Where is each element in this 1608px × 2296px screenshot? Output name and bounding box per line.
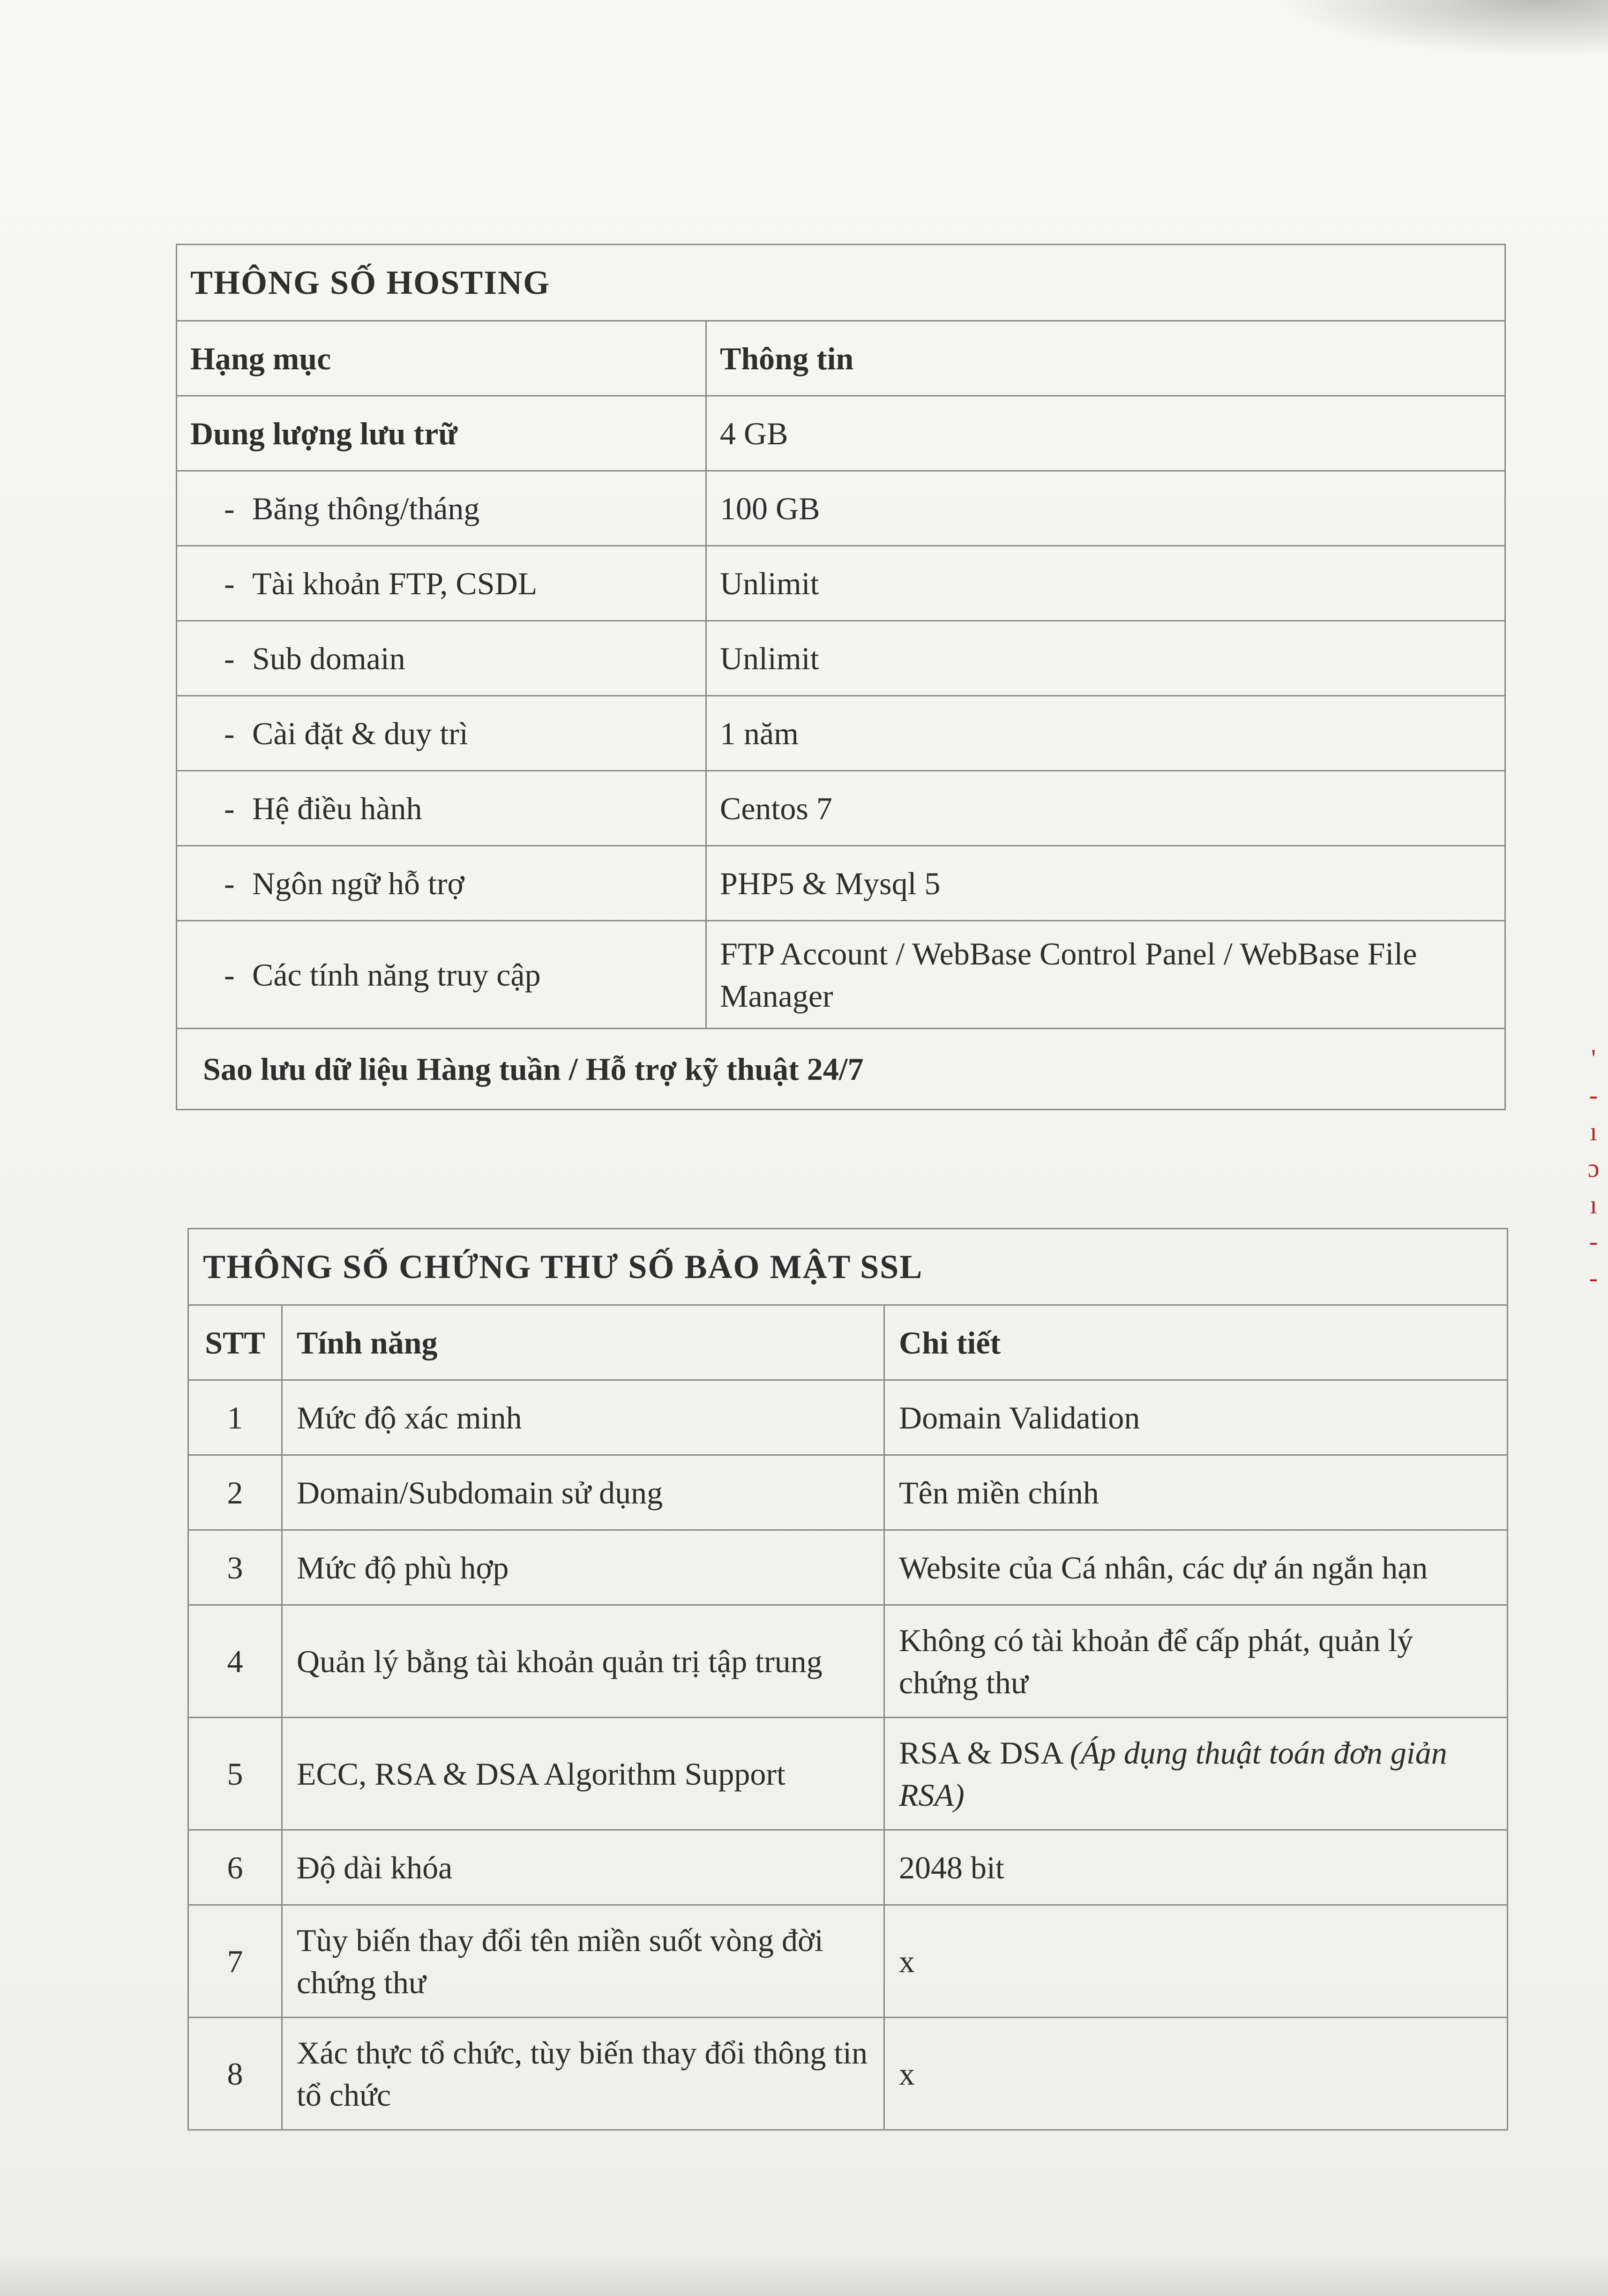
backup-support-note: Sao lưu dữ liệu Hàng tuần / Hỗ trợ kỹ thuật 24/7 [177, 1029, 1505, 1110]
detail-cell: Không có tài khoản để cấp phát, quản lý chứng thư [884, 1605, 1508, 1718]
row-number: 3 [188, 1530, 282, 1605]
row-number: 6 [188, 1830, 282, 1905]
bullet-dash: - [224, 715, 235, 751]
bullet-dash: - [224, 790, 235, 826]
subdomain-label: Sub domain [252, 640, 405, 676]
table-row [188, 1380, 1508, 1455]
feature-cell: Domain/Subdomain sử dụng [282, 1455, 884, 1530]
hosting-row [177, 846, 1505, 921]
storage-label: Dung lượng lưu trữ [177, 396, 706, 471]
ssl-header-feature: Tính năng [282, 1305, 884, 1380]
detail-main: RSA & DSA [899, 1735, 1062, 1771]
hosting-row [177, 921, 1505, 1029]
bullet-dash: - [224, 957, 235, 993]
ssl-header-stt: STT [188, 1305, 282, 1380]
detail-cell: x [884, 2018, 1508, 2130]
row-number: 5 [188, 1718, 282, 1830]
subdomain-value: Unlimit [706, 621, 1505, 696]
detail-note: (Áp dụng thuật toán đơn giản RSA) [899, 1735, 1447, 1813]
ssl-specs-table [187, 1228, 1508, 2131]
detail-cell: Tên miền chính [884, 1455, 1508, 1530]
detail-cell: Domain Validation [884, 1380, 1508, 1455]
feature-cell: Xác thực tổ chức, tùy biến thay đổi thông tin tổ chức [282, 2018, 884, 2130]
detail-cell: 2048 bit [884, 1830, 1508, 1905]
access-features-value: FTP Account / WebBase Control Panel / WebBase File Manager [706, 921, 1505, 1029]
feature-cell: Độ dài khóa [282, 1830, 884, 1905]
bullet-dash: - [224, 640, 235, 676]
photo-shadow [1280, 0, 1608, 56]
table-row [188, 1605, 1508, 1718]
access-features-label: Các tính năng truy cập [252, 957, 541, 993]
storage-value: 4 GB [706, 396, 1505, 471]
ftp-db-accounts-label: Tài khoản FTP, CSDL [252, 565, 538, 601]
hosting-specs-table [176, 244, 1506, 1110]
hosting-row [177, 771, 1505, 846]
row-number: 4 [188, 1605, 282, 1718]
row-number: 8 [188, 2018, 282, 2130]
table-row [188, 1530, 1508, 1605]
bullet-dash: - [224, 490, 235, 526]
feature-cell: Tùy biến thay đổi tên miền suốt vòng đời chứng thư [282, 1905, 884, 2018]
bullet-dash: - [224, 865, 235, 901]
os-label: Hệ điều hành [252, 790, 422, 826]
ftp-db-accounts-value: Unlimit [706, 546, 1505, 621]
feature-cell: Quản lý bằng tài khoản quản trị tập trung [282, 1605, 884, 1718]
table-row [188, 2018, 1508, 2130]
setup-maintenance-label: Cài đặt & duy trì [252, 715, 468, 751]
red-stamp-edge: ' - ı ɔ ı - - [1587, 1044, 1600, 1293]
row-number: 2 [188, 1455, 282, 1530]
hosting-header-info: Thông tin [706, 321, 1505, 396]
languages-value: PHP5 & Mysql 5 [706, 846, 1505, 921]
row-number: 7 [188, 1905, 282, 2018]
feature-cell: Mức độ xác minh [282, 1380, 884, 1455]
hosting-row [177, 546, 1505, 621]
os-value: Centos 7 [706, 771, 1505, 846]
setup-maintenance-value: 1 năm [706, 696, 1505, 771]
languages-label: Ngôn ngữ hỗ trợ [252, 865, 464, 901]
table-row [188, 1830, 1508, 1905]
photo-shadow-bottom [0, 2254, 1608, 2296]
detail-cell [884, 1718, 1508, 1830]
table-row [188, 1718, 1508, 1830]
hosting-row [177, 696, 1505, 771]
ssl-table-title: THÔNG SỐ CHỨNG THƯ SỐ BẢO MẬT SSL [188, 1229, 1508, 1305]
hosting-row [177, 621, 1505, 696]
hosting-header-category: Hạng mục [177, 321, 706, 396]
bandwidth-label: Băng thông/tháng [252, 490, 480, 526]
detail-cell: Website của Cá nhân, các dự án ngắn hạn [884, 1530, 1508, 1605]
bullet-dash: - [224, 565, 235, 601]
ssl-header-detail: Chi tiết [884, 1305, 1508, 1380]
bandwidth-value: 100 GB [706, 471, 1505, 546]
row-number: 1 [188, 1380, 282, 1455]
detail-cell: x [884, 1905, 1508, 2018]
feature-cell: ECC, RSA & DSA Algorithm Support [282, 1718, 884, 1830]
feature-cell: Mức độ phù hợp [282, 1530, 884, 1605]
hosting-row [177, 471, 1505, 546]
hosting-table-title: THÔNG SỐ HOSTING [177, 245, 1505, 321]
table-row [188, 1455, 1508, 1530]
table-row [188, 1905, 1508, 2018]
